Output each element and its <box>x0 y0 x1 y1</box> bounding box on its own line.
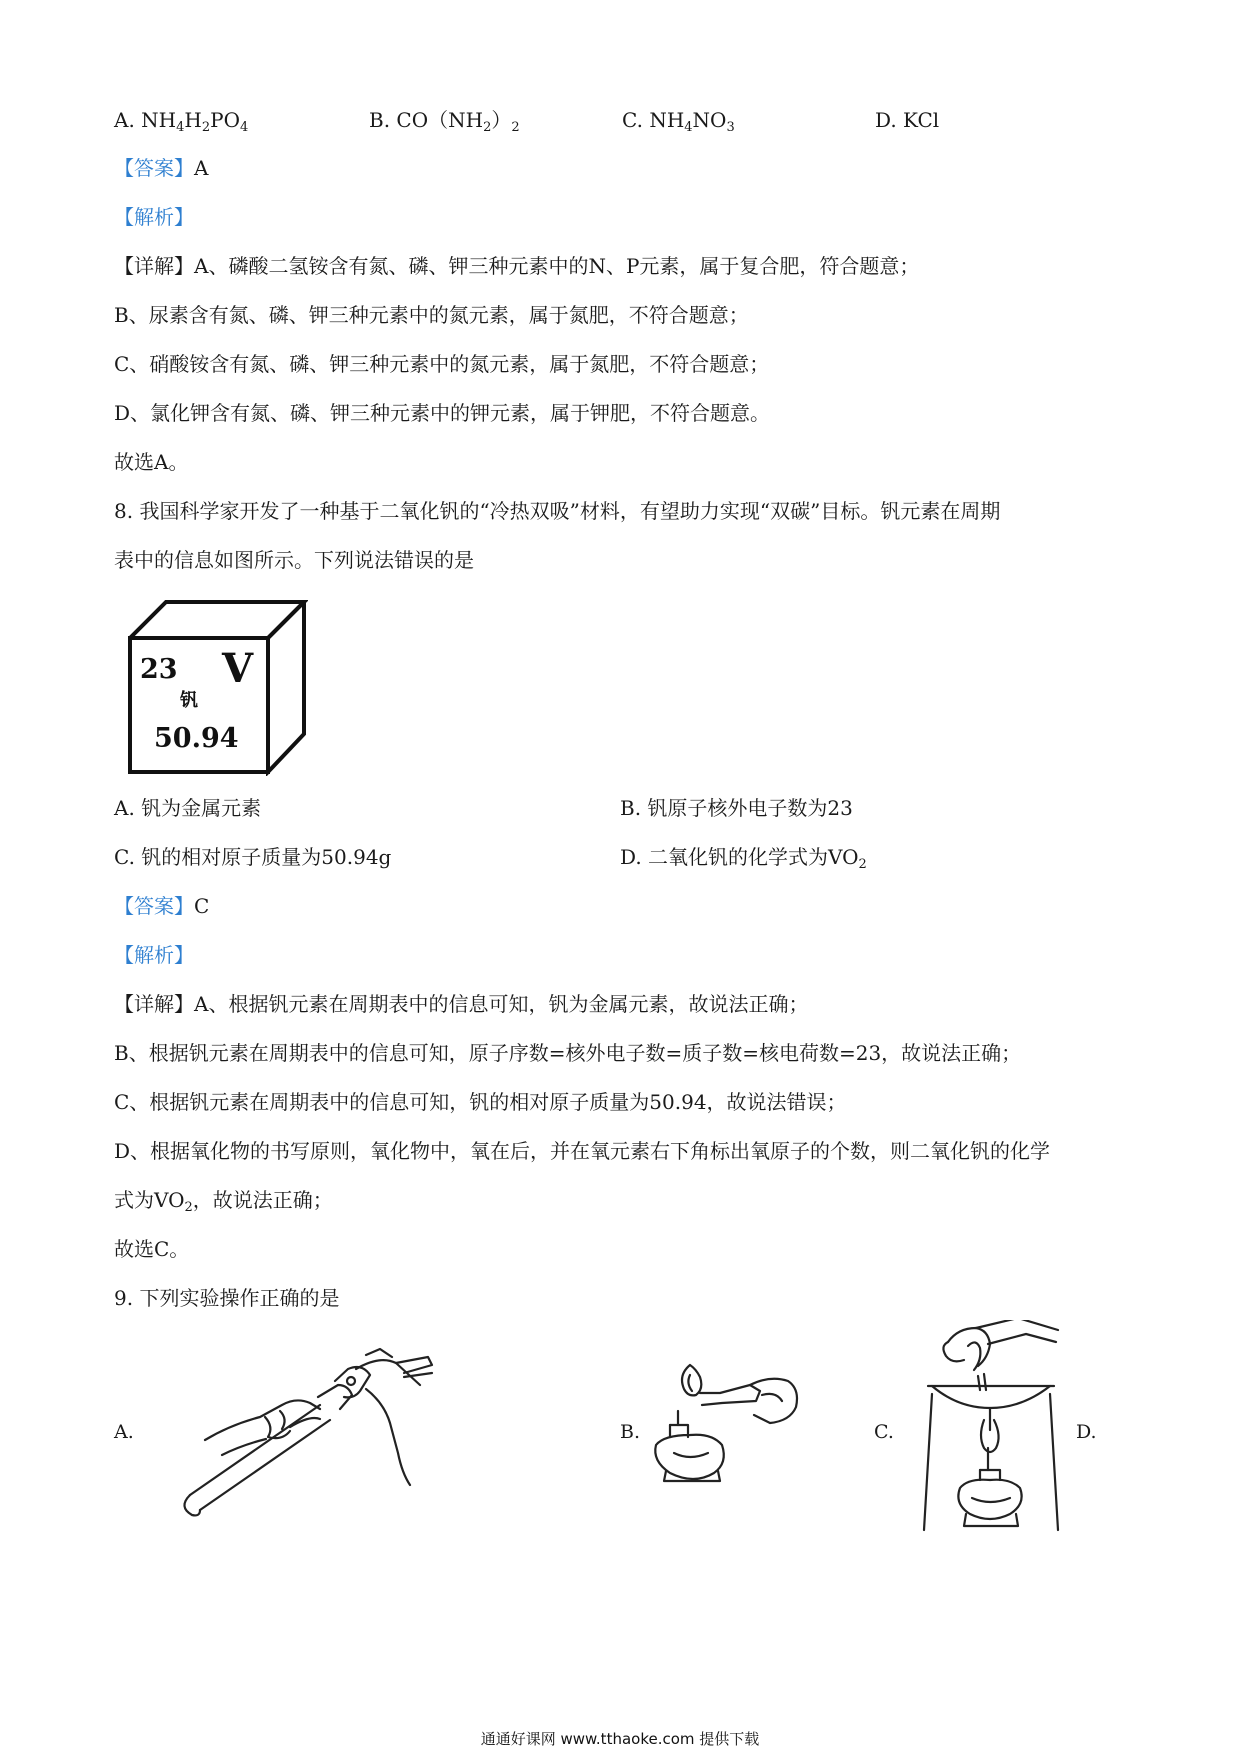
q7-conclusion: 故选A。 <box>114 450 189 474</box>
q7-option-d: D. KCl <box>875 108 940 132</box>
element-cube-figure <box>128 600 308 776</box>
atomic-mass: 50.94 <box>154 723 239 754</box>
q8-detail-5: 式为$VO_2$，故说法正确； <box>114 1188 333 1215</box>
evaporation-figure <box>918 1320 1066 1535</box>
q7-detail-4: D、氯化钾含有氮、磷、钾三种元素中的钾元素，属于钾肥，不符合题意。 <box>114 401 771 425</box>
q9-label-c: C. <box>874 1421 894 1443</box>
q7-detail-1: 【详解】A、磷酸二氢铵含有氮、磷、钾三种元素中的N、P元素，属于复合肥，符合题意； <box>114 254 920 278</box>
q8-stem-line2: 表中的信息如图所示。下列说法错误的是 <box>114 548 474 572</box>
alcohol-lamp-figure <box>650 1345 802 1493</box>
q8-detail-2: B、根据钒元素在周期表中的信息可知，原子序数=核外电子数=质子数=核电荷数=23，故说法正确； <box>114 1041 1022 1065</box>
q8-stem-line1: 8. 我国科学家开发了一种基于二氧化钒的“冷热双吸”材料，有望助力实现“双碳”目标。钒元素在周期 <box>114 499 1001 523</box>
q8-option-b: B. 钒原子核外电子数为23 <box>620 796 853 820</box>
q8-answer: 【答案】C <box>114 894 210 918</box>
q7-option-b: B. $CO(NH_2)_2$ <box>369 108 520 135</box>
q9-label-b: B. <box>620 1421 641 1443</box>
test-tube-figure <box>170 1345 440 1520</box>
q9-stem: 9. 下列实验操作正确的是 <box>114 1286 340 1310</box>
element-name: 钒 <box>180 690 198 711</box>
q7-option-a: A. $NH_4H_2PO_4$ <box>114 108 249 135</box>
q7-analysis-label: 【解析】 <box>114 205 194 229</box>
q7-detail-3: C、硝酸铵含有氮、磷、钾三种元素中的氮元素，属于氮肥，不符合题意； <box>114 352 770 376</box>
q8-option-c: C. 钒的相对原子质量为50.94g <box>114 845 392 869</box>
q7-option-c: C. $NH_4NO_3$ <box>622 108 735 135</box>
q9-label-d: D. <box>1076 1421 1097 1443</box>
q8-option-a: A. 钒为金属元素 <box>114 796 262 820</box>
q9-label-a: A. <box>114 1421 134 1443</box>
q8-option-d: D. 二氧化钒的化学式为$VO_2$ <box>620 845 867 872</box>
q8-conclusion: 故选C。 <box>114 1237 190 1261</box>
footer-source: 通通好课网 www.tthaoke.com 提供下载 <box>480 1730 760 1748</box>
q7-answer: 【答案】A <box>114 156 209 180</box>
answer-label: 【答案】 <box>114 894 194 918</box>
q8-detail-4: D、根据氧化物的书写原则，氧化物中，氧在后，并在氧元素右下角标出氧原子的个数，则二氧化钒的化学 <box>114 1139 1051 1163</box>
answer-label: 【答案】 <box>114 156 194 180</box>
element-symbol: V <box>222 645 254 692</box>
q8-detail-1: 【详解】A、根据钒元素在周期表中的信息可知，钒为金属元素，故说法正确； <box>114 992 809 1016</box>
q8-analysis-label: 【解析】 <box>114 943 194 967</box>
atomic-number: 23 <box>140 654 178 685</box>
q8-detail-3: C、根据钒元素在周期表中的信息可知，钒的相对原子质量为50.94，故说法错误； <box>114 1090 847 1114</box>
q7-detail-2: B、尿素含有氮、磷、钾三种元素中的氮元素，属于氮肥，不符合题意； <box>114 303 749 327</box>
